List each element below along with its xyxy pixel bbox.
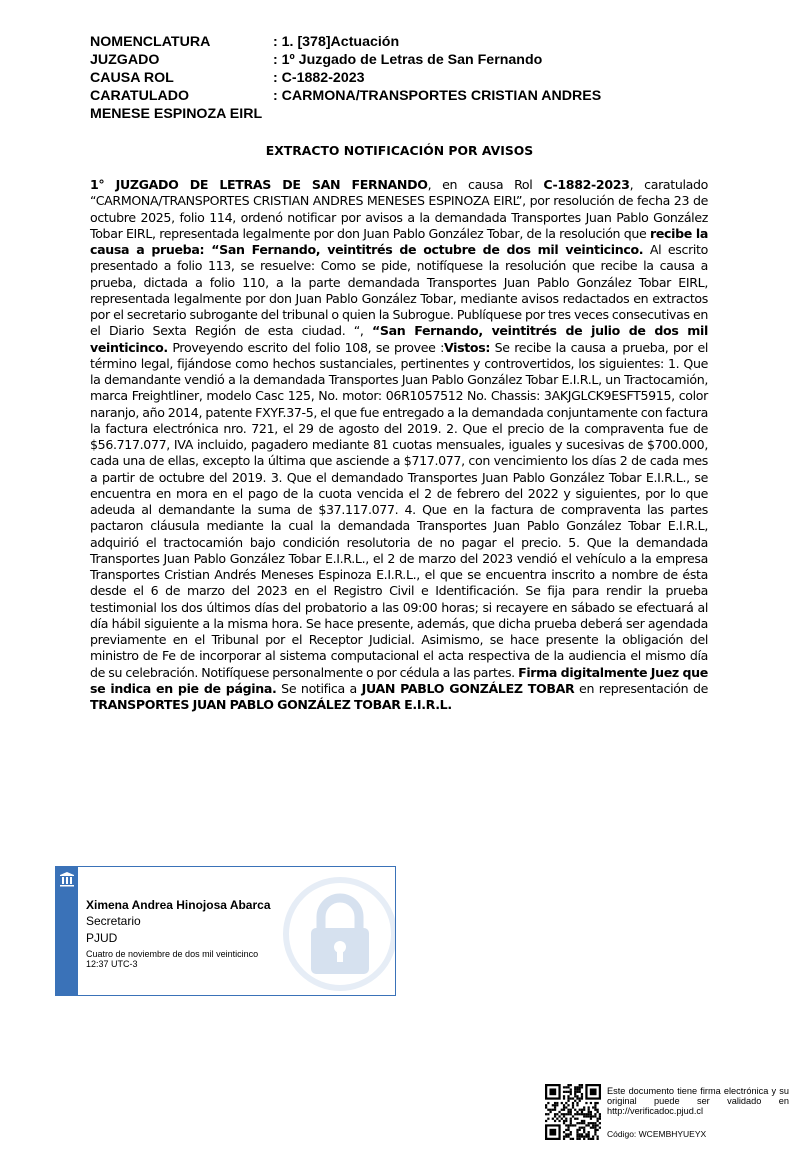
- document-title: EXTRACTO NOTIFICACIÓN POR AVISOS: [265, 143, 534, 158]
- text-segment: Proveyendo escrito del folio 108, se provee :: [167, 339, 444, 355]
- text-segment: , caratulado “CARMONA/TRANSPORTES CRISTIAN ANDRES MENESES ESPINOZA EIRL”, por resolución de fecha 23 de octubre 2025, folio 114, ordenó notificar por avisos a la demandada Transportes Juan Pablo González Tobar EIRL, representada legalmente por don Juan Pablo González Tobar, de la resolución que: [90, 177, 708, 241]
- header-row-causa-rol: [90, 69, 365, 87]
- text-segment: Se notifica a: [276, 680, 362, 696]
- text-segment: en representación de: [574, 680, 709, 696]
- document-header: [90, 33, 602, 123]
- header-label: CAUSA ROL: [90, 70, 174, 86]
- header-value: : C-1882-2023: [273, 70, 365, 86]
- bold-text-segment: JUAN PABLO GONZÁLEZ TOBAR: [361, 680, 575, 696]
- bold-text-segment: TRANSPORTES JUAN PABLO GONZÁLEZ TOBAR E.I.R.L.: [90, 697, 452, 712]
- signer-role: Secretario: [86, 914, 141, 928]
- lock-watermark-icon: [281, 875, 396, 993]
- header-label: NOMENCLATURA: [90, 34, 211, 50]
- header-value: : 1. [378]Actuación: [273, 34, 400, 50]
- header-label: CARATULADO: [90, 88, 190, 104]
- bold-text-segment: C-1882-2023: [543, 177, 630, 192]
- header-row-juzgado: [90, 51, 543, 69]
- header-row-caratulado: [90, 87, 602, 105]
- notice-body: [90, 177, 708, 713]
- bold-text-segment: “San Fernando, veintitrés de julio de dos mil veinticinco.: [90, 323, 708, 355]
- text-segment: Al escrito presentado a folio 113, se resuelve: Como se pide, notifíquese la resolución que recibe la causa a prueba, dictada a folio 110, a la parte demandada Transportes Juan Pablo González Tobar EIRL, representada legalmente por don Juan Pablo González Tobar, mediante avisos redactados en extractos por el secretario subrogante del tribunal o quien la Subrogue. Publíquese por tres veces consecutivas en el Diario Sexta Región de esta ciudad. “,: [90, 242, 709, 339]
- bold-text-segment: Firma digitalmente Juez que se indica en pie de página.: [90, 664, 708, 696]
- qr-code-icon: [545, 1084, 601, 1140]
- header-row-nomenclatura: [90, 33, 400, 51]
- signer-organization: PJUD: [86, 931, 118, 945]
- bold-text-segment: Vistos:: [443, 339, 491, 355]
- signature-details: [86, 897, 271, 969]
- signature-time: 12:37 UTC-3: [86, 959, 138, 969]
- header-value: : CARMONA/TRANSPORTES CRISTIAN ANDRES: [273, 88, 602, 104]
- courthouse-icon: [59, 871, 75, 887]
- header-label: JUZGADO: [90, 52, 160, 68]
- signer-name: Ximena Andrea Hinojosa Abarca: [86, 898, 271, 912]
- verification-code: Código: WCEMBHYUEYX: [607, 1129, 707, 1139]
- header-continuation: MENESE ESPINOZA EIRL: [90, 106, 263, 122]
- signature-date: Cuatro de noviembre de dos mil veinticinco: [86, 949, 259, 959]
- text-segment: Se recibe la causa a prueba, por el término legal, fijándose como hechos sustanciales, pertinentes y controvertidos, los siguientes: 1. Que la demandante vendió a la demandada Transportes Juan Pablo González Tobar E.I.R.L, un Tractocamión, marca Freightliner, modelo Casc 125, No. motor: 06R1057512 No. Chassis: 3AKJGLCK9ESFT5915, color naranjo, año 2014, patente FXYF.37-5, el que fue entregado a la demandada conjuntamente con factura la factura electrónica nro. 721, el 29 de agosto del 2019. 2. Que el precio de la compraventa fue de $56.717.077, IVA incluido, pagadero mediante 81 cuotas mensuales, iguales y sucesivas de $700.000, cada una de ellas, excepto la última que asciende a $717.077, con vencimiento los días 2 de cada mes a partir de octubre del 2019. 3. Que el demandado Transportes Juan Pablo González Tobar E.I.R.L., se encuentra en mora en el pago de la cuota vencida el 2 de febrero del 2022 y siguientes, por lo que adeuda al demandante la suma de $37.117.077. 4. Que en la factura de compraventa las partes pactaron cláusula mediante la cual la demandada Transportes Juan Pablo González Tobar E.I.R.L, adquirió el tractocamión bajo condición resolutoria de no pagar el precio. 5. Que la demandada Transportes Juan Pablo González Tobar E.I.R.L., el 2 de marzo del 2023 vendió el vehículo a la empresa Transportes Cristian Andrés Meneses Espinoza E.I.R.L., el que se encuentra inscrito a nombre de ésta desde el 6 de marzo del 2023 en el Registro Civil e Identificación. Se fija para rendir la prueba testimonial los dos últimos días del probatorio a las 09:00 horas; si recayere en sábado se efectuará al día hábil siguiente a la misma hora. Se hace presente, además, que dicha prueba deberá ser agendada previamente en el Tribunal por el Receptor Judicial. Asimismo, se hace presente la obligación del ministro de Fe de incorporar al sistema computacional el acta respectiva de la audiencia el mismo día de su celebración. Notifíquese personalmente o por cédula a las partes.: [90, 339, 708, 680]
- text-segment: , en causa Rol: [427, 177, 544, 192]
- bold-text-segment: recibe la causa a prueba: “San Fernando, veintitrés de octubre de dos mil veinticinco.: [90, 225, 709, 257]
- verification-notice: Este documento tiene firma electrónica y su original puede ser validado en http://verificadoc.pjud.cl: [607, 1086, 789, 1116]
- bold-text-segment: 1° JUZGADO DE LETRAS DE SAN FERNANDO: [90, 177, 428, 192]
- signature-box: [55, 866, 396, 996]
- header-value: : 1º Juzgado de Letras de San Fernando: [273, 52, 543, 68]
